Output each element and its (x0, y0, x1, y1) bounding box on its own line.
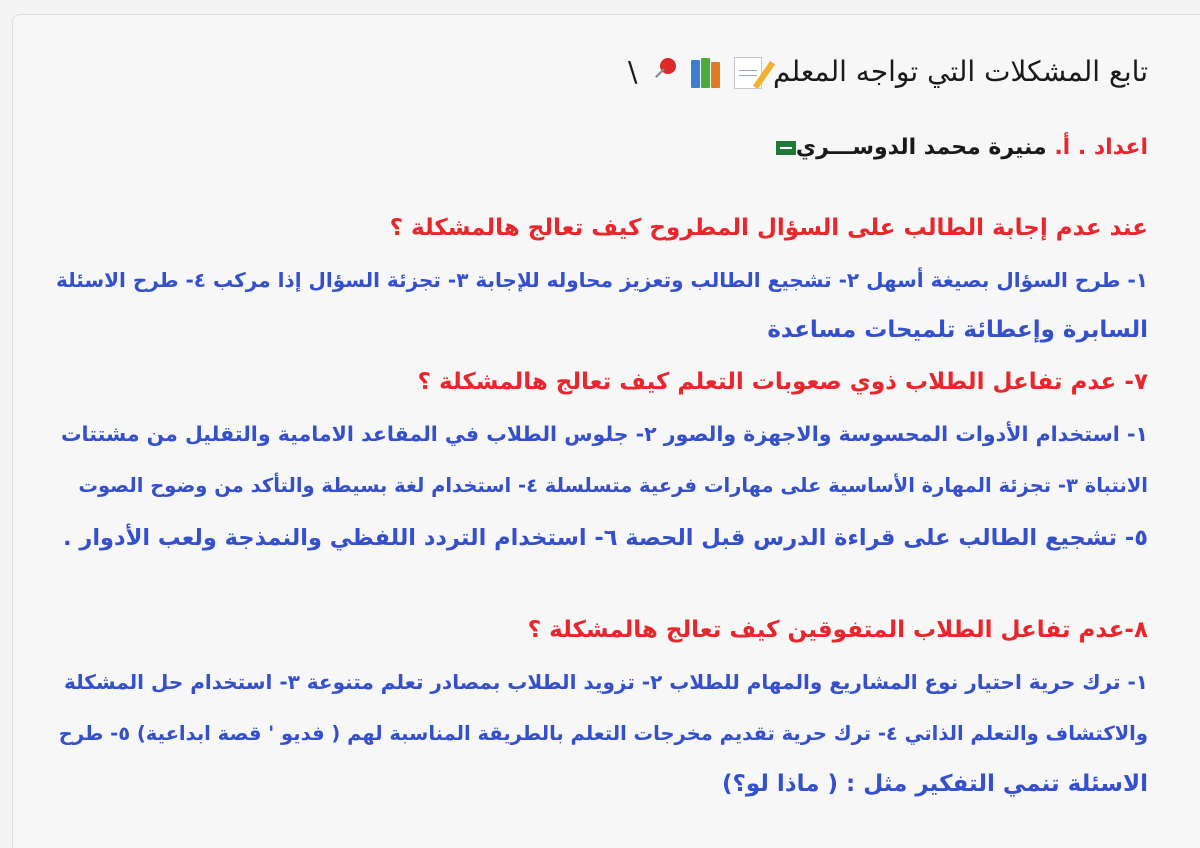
section-2-answer-line: الانتباة ٣- تجزئة المهارة الأساسية على مهارات فرعية متسلسلة ٤- استخدام لغة بسيطة والتأكد من وضوح الصوت (78, 474, 1148, 497)
author-name: منيرة محمد الدوســـري (795, 135, 1047, 160)
section-1-question: عند عدم إجابة الطالب على السؤال المطروح كيف تعالج هالمشكلة ؟ (389, 215, 1148, 241)
section-3-answer-line: ١- ترك حرية احتيار نوع المشاريع والمهام للطلاب ٢- تزويد الطلاب بمصادر تعلم متنوعة ٣- استخدام حل المشكلة (63, 670, 1148, 694)
section-2-question: ٧- عدم تفاعل الطلاب ذوي صعوبات التعلم كيف تعالج هالمشكلة ؟ (417, 369, 1148, 395)
section-1-answer-line: السابرة وإعطائة تلميحات مساعدة (767, 317, 1148, 343)
section-2-answer-line: ١- استخدام الأدوات المحسوسة والاجهزة والصور ٢- جلوس الطلاب في المقاعد الامامية والتقليل من مشتتات (60, 422, 1148, 446)
section-3-answer-line: والاكتشاف والتعلم الذاتي ٤- ترك حرية تقديم مخرجات التعلم بالطريقة المناسبة لهم ( فديو ' قصة ابداعية) ٥- طرح (58, 722, 1148, 745)
section-3-question: ٨-عدم تفاعل الطلاب المتفوقين كيف تعالج هالمشكلة ؟ (527, 617, 1148, 643)
pushpin-icon (648, 58, 678, 88)
author-label: اعداد . أ. (1054, 135, 1148, 160)
post-title (628, 55, 1148, 89)
post-title-text: تابع المشكلات التي تواجه المعلم (773, 55, 1148, 88)
saudi-flag-icon (776, 141, 796, 155)
section-1-answer-line: ١- طرح السؤال بصيغة أسهل ٢- تشجيع الطالب وتعزيز محاوله للإجابة ٣- تجزئة السؤال إذا مركب ٤- طرح الاسئلة (56, 268, 1148, 292)
post-title-suffix: \ (627, 55, 638, 88)
books-icon (691, 58, 721, 88)
section-2-answer-line: ٥- تشجيع الطالب على قراءة الدرس قبل الحصة ٦- استخدام التردد اللفظي والنمذجة ولعب الأدوار . (63, 525, 1148, 551)
post-card (12, 14, 1200, 848)
memo-icon (734, 57, 762, 89)
author-line (774, 131, 1148, 165)
section-3-answer-line: الاسئلة تنمي التفكير مثل : ( ماذا لو؟) (722, 771, 1148, 797)
